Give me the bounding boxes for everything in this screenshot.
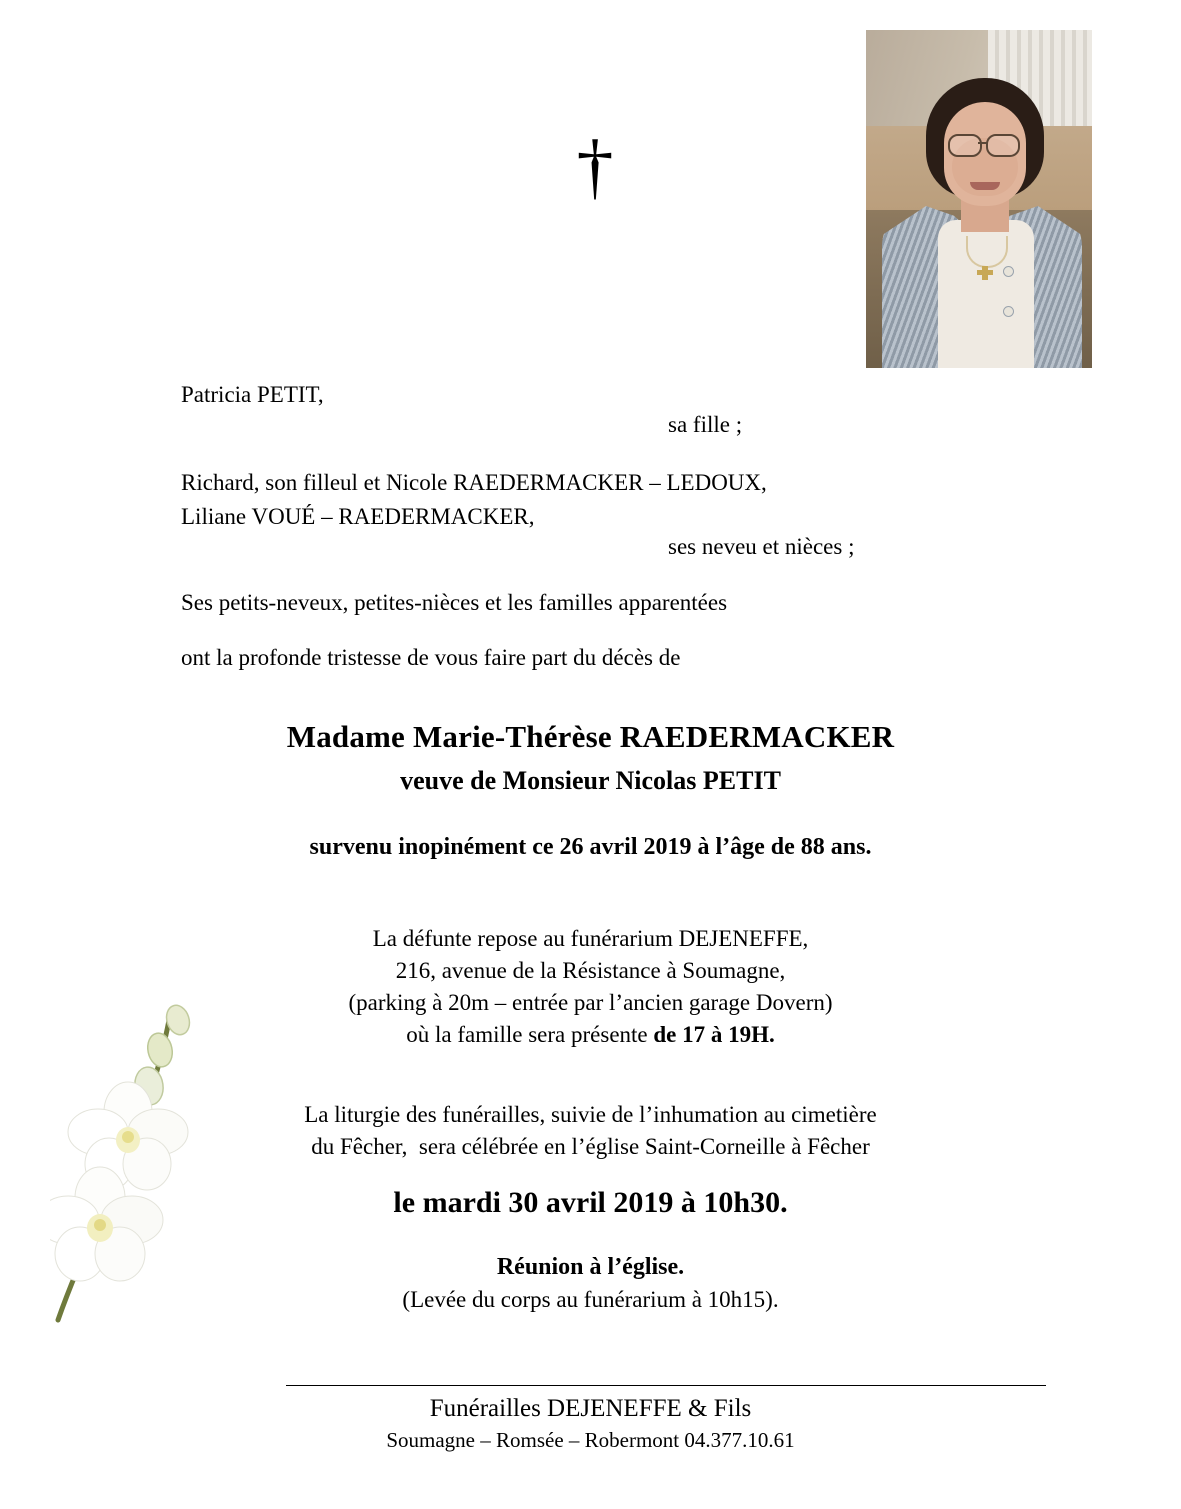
family-line-grandnephews: Ses petits-neveux, petites-nièces et les familles apparentées [181, 590, 728, 615]
footer-contact: Soumagne – Romsée – Robermont 04.377.10.61 [386, 1428, 795, 1452]
photo-glasses-left-lens [948, 134, 982, 157]
portrait-photo [866, 30, 1092, 368]
family-role-daughter: sa fille ; [668, 412, 743, 437]
photo-cross-pendant [982, 266, 988, 280]
family-role-nephew-nieces: ses neveu et nièces ; [668, 534, 855, 559]
deceased-spouse: veuve de Monsieur Nicolas PETIT [400, 766, 781, 795]
visiting-hours-value: de 17 à 19H. [653, 1022, 775, 1047]
ceremony-line-2: du Fêcher, sera célébrée en l’église Saint-Corneille à Fêcher [311, 1134, 870, 1159]
family-line-niece: Liliane VOUÉ – RAEDERMACKER, [181, 504, 535, 529]
deceased-name: Madame Marie-Thérèse RAEDERMACKER [286, 719, 895, 754]
announcement-line: ont la profonde tristesse de vous faire part du décès de [181, 645, 681, 670]
photo-cardigan-button [1003, 266, 1014, 277]
funerarium-line-2: 216, avenue de la Résistance à Soumagne, [395, 958, 786, 983]
funerarium-line-3: (parking à 20m – entrée par l’ancien garage Dovern) [348, 990, 833, 1015]
cross-icon: † [576, 126, 614, 208]
death-notice: survenu inopinément ce 26 avril 2019 à l’âge de 88 ans. [309, 834, 872, 860]
gathering-note: Réunion à l’église. [496, 1254, 685, 1280]
ceremony-line-1: La liturgie des funérailles, suivie de l’inhumation au cimetière [304, 1102, 877, 1127]
photo-cardigan-button [1003, 306, 1014, 317]
visiting-hours-prefix: où la famille sera présente [406, 1022, 654, 1047]
family-line-daughter: Patricia PETIT, [181, 382, 324, 407]
family-line-nephew: Richard, son filleul et Nicole RAEDERMACKER – LEDOUX, [181, 470, 767, 495]
photo-glasses-bridge [978, 142, 988, 144]
body-removal-note: (Levée du corps au funérarium à 10h15). [402, 1287, 779, 1312]
photo-mouth [970, 182, 1000, 190]
funerarium-line-1: La défunte repose au funérarium DEJENEFFE, [372, 926, 809, 951]
footer-divider [286, 1385, 1046, 1386]
funerarium-visiting-hours [0, 1018, 1181, 1052]
footer-company: Funérailles DEJENEFFE & Fils [429, 1395, 752, 1422]
photo-glasses-right-lens [986, 134, 1020, 157]
ceremony-date: le mardi 30 avril 2019 à 10h30. [393, 1186, 788, 1219]
